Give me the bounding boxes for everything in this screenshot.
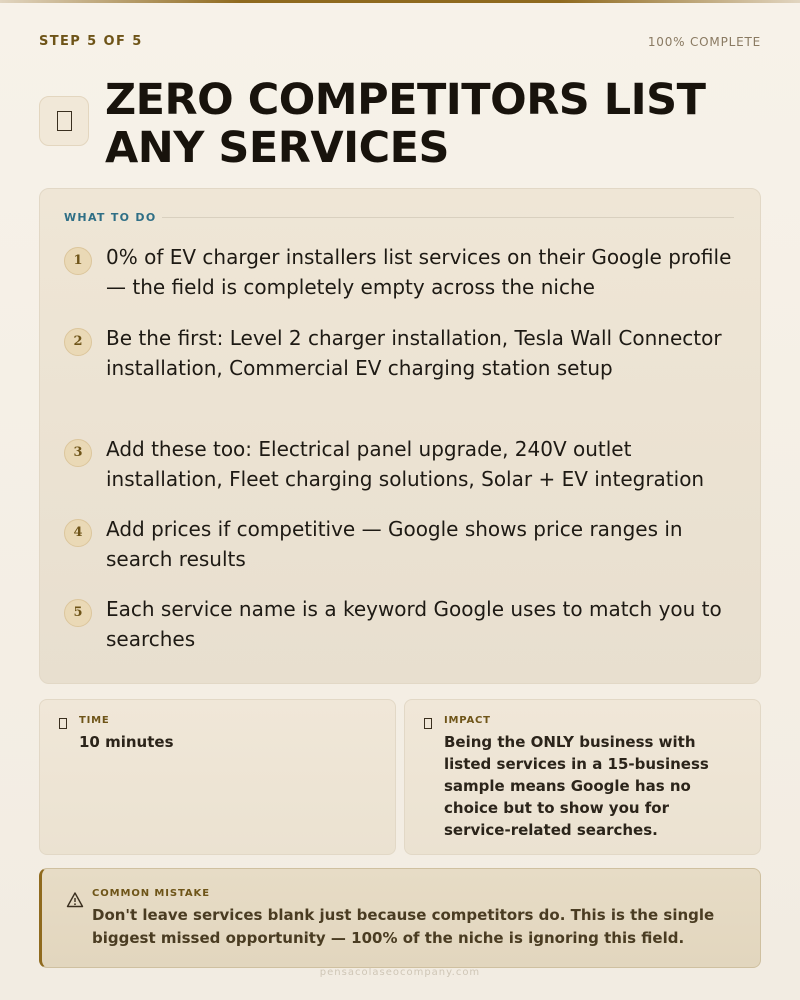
section-divider xyxy=(162,217,734,218)
progress-indicator: 100% COMPLETE xyxy=(647,35,761,49)
page-title: ZERO COMPETITORS LIST ANY SERVICES xyxy=(105,75,706,173)
warning-icon xyxy=(66,891,84,909)
todo-item-text: Add prices if competitive — Google shows price ranges in search results xyxy=(106,517,683,571)
what-to-do-label: WHAT TO DO xyxy=(64,211,157,224)
todo-item-text: Add these too: Electrical panel upgrade, 240V outlet installation, Fleet charging solutions, Solar + EV integration xyxy=(106,437,705,491)
step-number-badge: 4 xyxy=(64,519,92,547)
file-icon xyxy=(39,96,89,146)
todo-item-text: Be the first: Level 2 charger installation, Tesla Wall Connector installation, Commercial EV charging station setup xyxy=(106,326,722,380)
file-icon-glyph xyxy=(57,111,72,131)
impact-icon xyxy=(424,718,432,729)
common-mistake-text: Don't leave services blank just because competitors do. This is the single biggest missed opportunity — 100% of the niche is ignoring this field. xyxy=(92,906,715,947)
what-to-do-card xyxy=(39,188,761,684)
common-mistake-label: COMMON MISTAKE xyxy=(92,888,210,899)
footer-watermark: pensacolaseocompany.com xyxy=(319,967,481,978)
top-accent-bar xyxy=(0,0,800,3)
step-indicator: STEP 5 OF 5 xyxy=(39,34,143,49)
step-number-badge: 2 xyxy=(64,328,92,356)
impact-value: Being the ONLY business with listed services in a 15-business sample means Google has no choice but to show you for service-related searches. xyxy=(444,733,709,839)
step-number-badge: 5 xyxy=(64,599,92,627)
time-value: 10 minutes xyxy=(79,733,174,751)
common-mistake-card xyxy=(39,868,761,968)
time-card xyxy=(39,699,396,855)
impact-label: IMPACT xyxy=(444,715,491,726)
step-number-badge: 1 xyxy=(64,247,92,275)
time-label: TIME xyxy=(79,715,110,726)
todo-item-text: 0% of EV charger installers list services on their Google profile — the field is completely empty across the niche xyxy=(106,245,732,299)
step-number-badge: 3 xyxy=(64,439,92,467)
todo-item-text: Each service name is a keyword Google uses to match you to searches xyxy=(106,597,722,651)
clock-icon xyxy=(59,718,67,729)
impact-card xyxy=(404,699,761,855)
